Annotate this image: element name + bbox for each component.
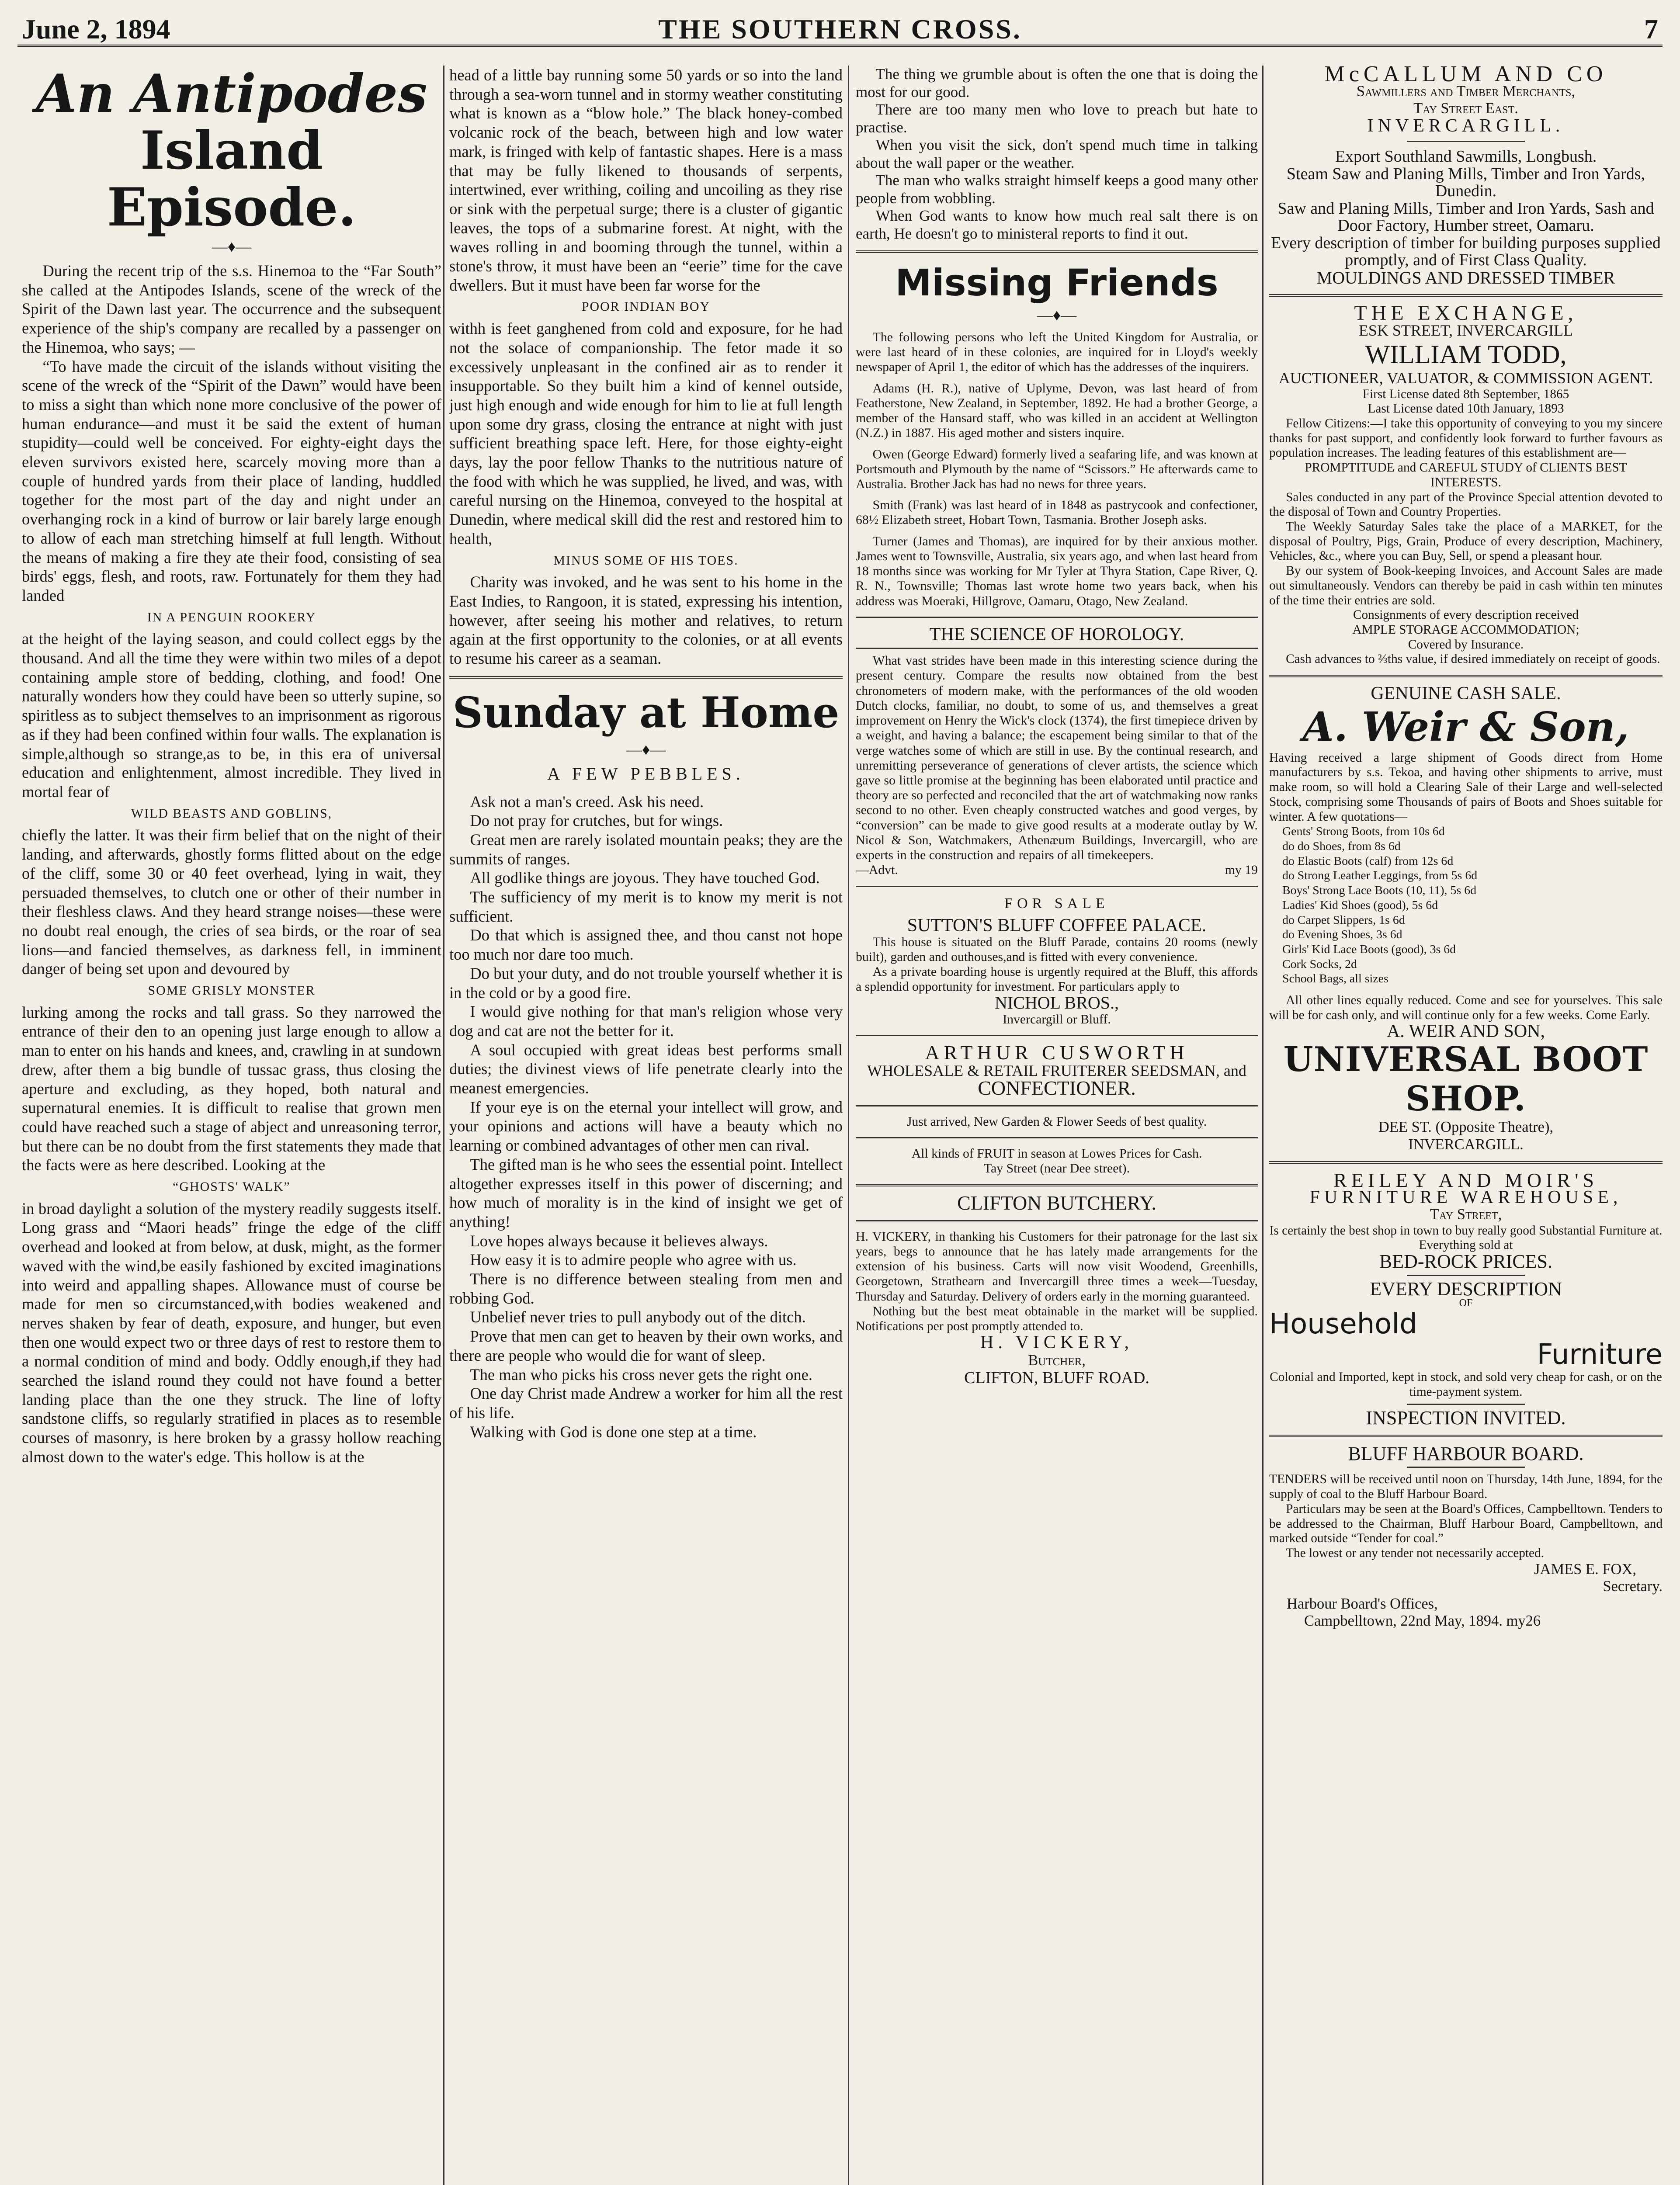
ad-line: Saw and Planing Mills, Timber and Iron Yards, Sash and Door Factory, Humber street, Oamaru. <box>1277 199 1654 235</box>
section-title: Sunday at Home <box>452 687 840 737</box>
ad-line: Export Southland Sawmills, Longbush. <box>1335 147 1597 166</box>
paragraph: Owen (George Edward) formerly lived a seafaring life, and was known at Portsmouth and Plymouth by the name of “Scissors.” He afterwards came to Australia. Brother Jack has had no news for three years. <box>856 447 1258 491</box>
price-item: do Carpet Slippers, 1s 6d <box>1282 913 1405 927</box>
maxim: Do not pray for crutches, but for wings. <box>470 812 723 830</box>
ad-address: ESK STREET, INVERCARGILL <box>1358 321 1573 339</box>
signature-name: JAMES E. FOX, <box>1534 1561 1636 1578</box>
ad-line: Steam Saw and Planing Mills, Timber and Iron Yards, Dunedin. <box>1286 164 1645 200</box>
ad-emphasis: INSPECTION INVITED. <box>1366 1407 1566 1429</box>
paragraph: lurking among the rocks and tall grass. So they narrowed the entrance of their den to an opening just large enough to allow a man to enter on his hands and knees, and, crawling in at sundown drew, after them a big bundle of tussac grass, thus closing the aperture and excluding, as they hoped, both natural and supernatural enemies. It is difficult to realise that grown men could have reached such a stage of abject and unreasoning terror, but there can be no doubt from the first statements they made that the facts were as here described. Looking at the <box>22 1003 441 1174</box>
price-item: Boys' Strong Lace Boots (10, 11), 5s 6d <box>1282 884 1477 898</box>
divider <box>1269 1435 1663 1437</box>
divider <box>1269 294 1663 297</box>
ad-subtitle: AUCTIONEER, VALUATOR, & COMMISSION AGENT. <box>1278 369 1653 387</box>
maxim: All godlike things are joyous. They have touched God. <box>470 869 820 887</box>
paragraph: in broad daylight a solution of the mystery readily suggests itself. Long grass and “Maori heads” fringe the edge of the cliff overhead and looked at from below, at dusk, might, as the former waved with the wind,be easily fashioned by excited imaginations into weird and appalling shapes. Allowance must of course be made for men so circumstanced,with bodies weakened and nerves shaken by fear of death, exposure, and hunger, but even then one would expect two or three days of rest to restore them to a normal condition of mind and body. Oddly enough,if they had searched the island round they could not have found a better landing place than the one they struck. The line of lofty sandstone cliffs, so regularly stratified in places as to resemble courses of masonry, is here broken by a grassy hollow reaching almost down to the water's edge. This hollow is at the <box>22 1199 441 1466</box>
ad-address: Harbour Board's Offices, <box>1287 1595 1438 1612</box>
ad-line: EVERY DESCRIPTION <box>1370 1278 1562 1300</box>
ad-text: Just arrived, New Garden & Flower Seeds of best quality. <box>906 1114 1207 1129</box>
paragraph: The lowest or any tender not necessarily accepted. <box>1286 1546 1544 1561</box>
signature-title: Secretary. <box>1603 1578 1663 1595</box>
ad-title: CLIFTON BUTCHERY. <box>957 1192 1156 1214</box>
maxim: Great men are rarely isolated mountain peaks; they are the summits of ranges. <box>449 830 843 868</box>
subheading: A FEW PEBBLES. <box>547 763 745 784</box>
ad-line: OF <box>1459 1297 1473 1309</box>
ad-name: WILLIAM TODD, <box>1365 340 1567 369</box>
column-4 <box>1269 66 1663 2185</box>
column-rule <box>1262 66 1263 2185</box>
ad-heading: GENUINE CASH SALE. <box>1371 683 1561 704</box>
column-rule <box>848 66 849 2185</box>
ad-subtitle: WHOLESALE & RETAIL FRUITERER SEEDSMAN, and <box>867 1061 1246 1079</box>
ad-line: Consignments of every description received <box>1353 608 1579 622</box>
divider <box>1407 1467 1525 1468</box>
ad-title: McCALLUM AND CO <box>1324 66 1607 87</box>
paragraph: What vast strides have been made in this interesting science during the present century. Compare the results now obtained from the best chronometers of modern make, with the performances of the old wooden Dutch clocks, familiar, no doubt, to some of us, and themselves a great improvement on Henry the Wick's clock (1374), the first timepiece driven by a weight, and having a balance; the escapement being similar to that of the verge watches some of which are still in use. By the continual research, and unremitting perseverance of generations of clever artists, the science which gave so little promise at the beginning has been elaborated until practice and theory are so perfected and reconciled that the art of watchmaking now ranks second to no other. Even cheaply constructed watches and good verges, by “conversion” can be made to give good results at a moderate outlay by W. Nicol & Son, Watchmakers, Athenæum Buildings, Invercargill, who are experts in the construction and repairs of all timekeepers. <box>856 653 1258 863</box>
divider <box>1407 1404 1525 1405</box>
ad-address: Tay Street (near Dee street). <box>983 1161 1130 1176</box>
price-item: do do Shoes, from 8s 6d <box>1282 839 1401 853</box>
divider <box>856 1105 1258 1106</box>
column-3 <box>856 66 1258 2185</box>
subheading: WILD BEASTS AND GOBLINS, <box>131 806 333 821</box>
paragraph: Particulars may be seen at the Board's Offices, Campbelltown. Tenders to be addressed to the Chairman, Bluff Harbour Board, Campbelltown, and marked outside “Tender for coal.” <box>1269 1502 1663 1546</box>
ad-address: DEE ST. (Opposite Theatre), <box>1378 1119 1554 1136</box>
price-item: Ladies' Kid Shoes (good), 5s 6d <box>1282 898 1438 912</box>
ad-title: SUTTON'S BLUFF COFFEE PALACE. <box>907 916 1207 936</box>
ad-address: Tay Street East. <box>1413 100 1518 117</box>
divider <box>856 1220 1258 1221</box>
paragraph: Turner (James and Thomas), are inquired for by their anxious mother. James went to Townsville, Australia, six years ago, and when last heard from 18 months since was working for Mr Tyler at Thyra Station, Cape River, Q. R. N., Townsville; Thomas last wrote home two years back, when his address was Moeraki, Hillgrove, Oamaru, Otago, New Zealand. <box>856 534 1258 608</box>
divider <box>1407 1275 1525 1276</box>
ad-subtitle: Sawmillers and Timber Merchants, <box>1356 83 1576 100</box>
paragraph: All other lines equally reduced. Come and see for yourselves. This sale will be for cash only, and will continue only for a few weeks. Come Early. <box>1269 993 1663 1022</box>
maxim: Walking with God is done one step at a time. <box>470 1422 757 1441</box>
paragraph: Sales conducted in any part of the Province Special attention devoted to the disposal of Town and Country Properties. <box>1269 490 1663 519</box>
license-line: First License dated 8th September, 1865 <box>1362 387 1569 401</box>
maxim: The thing we grumble about is often the one that is doing the most for our good. <box>856 66 1258 101</box>
maxim: The gifted man is he who sees the essential point. Intellect altogether expresses itself in this power of discerning; and how much of morality is in the kind of insight we get of anything! <box>449 1155 843 1231</box>
divider <box>856 648 1258 649</box>
ad-title: UNIVERSAL BOOT SHOP. <box>1283 1040 1649 1119</box>
subheading: POOR INDIAN BOY <box>581 299 711 314</box>
ornament: —♦— <box>1037 306 1077 324</box>
paragraph: As a private boarding house is urgently required at the Bluff, this affords a splendid opportunity for investment. For particulars apply to <box>856 964 1258 994</box>
ad-text: Is certainly the best shop in town to buy really good Substantial Furniture at. Everything sold at <box>1269 1223 1663 1252</box>
ad-line: Every description of timber for building purposes supplied promptly, and of First Class Quality. <box>1271 233 1661 269</box>
maxim: When God wants to know how much real salt there is on earth, He doesn't go to ministeral reports to find it out. <box>856 207 1258 242</box>
maxim: I would give nothing for that man's religion whose very dog and cat are not the better for it. <box>449 1002 843 1040</box>
price-item: do Evening Shoes, 3s 6d <box>1282 928 1402 942</box>
divider <box>856 250 1258 253</box>
ad-subtitle: CONFECTIONER. <box>978 1077 1136 1099</box>
maxim: When you visit the sick, don't spend much time in talking about the wall paper or the weather. <box>856 136 1258 171</box>
maxim: The sufficiency of my merit is to know my merit is not sufficient. <box>449 888 843 925</box>
paragraph: This house is situated on the Bluff Parade, contains 20 rooms (newly built), garden and outhouses,and is fitted with every convenience. <box>856 934 1258 964</box>
license-line: Last License dated 10th January, 1893 <box>1368 402 1564 416</box>
price-item: School Bags, all sizes <box>1282 972 1388 986</box>
divider <box>449 676 843 679</box>
divider <box>1269 675 1663 677</box>
ad-line: MOULDINGS AND DRESSED TIMBER <box>1316 267 1615 288</box>
price-item: Girls' Kid Lace Boots (good), 3s 6d <box>1282 943 1456 956</box>
paragraph: chiefly the latter. It was their firm belief that on the night of their landing, and afterwards, ghostly forms flitted about on the edge of the cliff, some 30 or 40 feet overhead, lying in wait, they persuaded themselves, to clutch one or other of their number in their fleshless claws. And they heard strange noises—these were no doubt real enough, the cries of sea birds, or the roar of sea lions—and fancied themselves, as darkness fell, in imminent danger of being set upon and devoured by <box>22 826 441 978</box>
subheading: IN A PENGUIN ROOKERY <box>147 610 316 624</box>
maxim: Do but your duty, and do not trouble yourself whether it is in the cold or by a good fire. <box>449 964 843 1002</box>
ornament: —♦— <box>212 238 252 255</box>
paragraph: Smith (Frank) was last heard of in 1848 as pastrycook and confectioner, 68½ Elizabeth street, Hobart Town, Tasmania. Brother Joseph asks. <box>856 498 1258 527</box>
ad-title: ARTHUR CUSWORTH <box>925 1041 1189 1064</box>
maxim: A soul occupied with great ideas best performs small duties; the divinest views of life penetrate clearly into the meanest emergencies. <box>449 1040 843 1097</box>
article-title-line1: An Antipodes <box>36 66 427 125</box>
maxim: If your eye is on the eternal your intellect will grow, and your opinions and actions will have a beauty which no learning or combined advantages of other men can rival. <box>449 1098 843 1155</box>
subheading: MINUS SOME OF HIS TOES. <box>553 553 739 568</box>
ad-city: INVERCARGILL. <box>1408 1136 1524 1153</box>
ad-city: INVERCARGILL. <box>1367 115 1565 136</box>
paragraph: Cash advances to ⅔ths value, if desired immediately on receipt of goods. <box>1286 652 1660 666</box>
ad-address: Campbelltown, 22nd May, 1894. my26 <box>1304 1613 1541 1630</box>
divider <box>1407 141 1525 142</box>
paragraph: The following persons who left the United Kingdom for Australia, or were last heard of in these colonies, are inquired for in Lloyd's weekly newspaper of April 1, the editor of which has the addresses of the inquirers. <box>856 330 1258 375</box>
header-date: June 2, 1894 <box>22 14 170 45</box>
maxim: How easy it is to admire people who agree with us. <box>470 1251 797 1269</box>
divider <box>856 1184 1258 1186</box>
ad-title: Household <box>1269 1308 1417 1341</box>
divider <box>856 1137 1258 1138</box>
ad-subtitle: FURNITURE WAREHOUSE, <box>1309 1187 1622 1207</box>
paragraph: withh is feet ganghened from cold and exposure, for he had not the solace of companionship. The fetor made it so excessively unpleasant in the confined air as to render it insupportable. So they built him a kind of kennel outside, just high enough and wide enough for him to lie at full length upon some dry grass, closing the entrance at night with just sufficient breathing space left. Here, for those eighty-eight days, lay the poor fellow Thanks to the nutritious nature of the food with which he was supplied, he lived, and was, with careful nursing on the Hinemoa, conveyed to the hospital at Dunedin, where medical skill did the rest and restored him to health, <box>449 319 843 548</box>
advert-code: my 19 <box>1225 863 1258 877</box>
paragraph: Fellow Citizens:—I take this opportunity of conveying to you my sincere thanks for past support, and confidently look forward to further favours as population increases. The leading features of this establishment are— <box>1269 416 1663 460</box>
maxim: Love hopes always because it believes always. <box>470 1231 768 1250</box>
price-item: Cork Socks, 2d <box>1282 957 1357 971</box>
price-item: Gents' Strong Boots, from 10s 6d <box>1282 825 1445 839</box>
ornament: —♦— <box>626 740 666 758</box>
paragraph: By our system of Book-keeping Invoices, and Account Sales are made out simultaneously. Vendors can thereby be paid in cash within ten minutes of the time their entries are sold. <box>1269 564 1663 607</box>
header-title: THE SOUTHERN CROSS. <box>658 14 1022 45</box>
paragraph: The Weekly Saturday Sales take the place of a MARKET, for the disposal of Poultry, Pigs, Grain, Produce of every description, Machinery, Vehicles, &c., where you can Buy, Sell, or spend a pleasant hour. <box>1269 519 1663 563</box>
paragraph: During the recent trip of the s.s. Hinemoa to the “Far South” she called at the Antipodes Islands, scene of the wreck of the Spirit of the Dawn last year. The occurrence and the subsequent experience of the ship's company are recalled by a passenger on the Hinemoa, who says; — <box>22 262 441 356</box>
column-1 <box>22 66 441 2185</box>
ad-heading: FOR SALE <box>1004 895 1109 912</box>
price-item: do Strong Leather Leggings, from 5s 6d <box>1282 869 1478 883</box>
paragraph: at the height of the laying season, and could collect eggs by the thousand. And all the time they were within two miles of a depot containing ample store of bedding, clothing, and food! One naturally wonders how they could have been so utterly supine, so spiritless as to subject themselves to an imprisonment as rigorous as if they had been confined within four walls. The explanation is simple,although so strange,as to be, in this era of universal education and enlightenment, almost incredible. They lived in mortal fear of <box>22 630 441 801</box>
ad-address: Invercargill or Bluff. <box>1003 1012 1111 1027</box>
ad-trade: Butcher, <box>1027 1351 1086 1369</box>
ad-address: Tay Street, <box>1430 1206 1502 1223</box>
ad-title: REILEY AND MOIR'S <box>1333 1169 1598 1192</box>
maxim: The man who picks his cross never gets the right one. <box>470 1365 812 1384</box>
ad-emphasis: AMPLE STORAGE ACCOMMODATION; <box>1352 623 1579 637</box>
maxim: There are too many men who love to preach but hate to practise. <box>856 101 1258 136</box>
column-rule <box>443 66 444 2185</box>
maxim: There is no difference between stealing from men and robbing God. <box>449 1270 843 1307</box>
maxim: Prove that men can get to heaven by their own works, and there are people who would die for want of sleep. <box>449 1327 843 1364</box>
divider <box>856 1035 1258 1036</box>
divider <box>856 617 1258 618</box>
maxim: One day Christ made Andrew a worker for him all the rest of his life. <box>449 1384 843 1422</box>
paragraph: Adams (H. R.), native of Uplyme, Devon, was last heard of from Featherstone, New Zealand, in September, 1892. He had a brother George, a member of the Hansard staff, who was killed in an accident at Wellington (N.Z.) in 1887. His aged mother and sisters inquire. <box>856 381 1258 440</box>
paragraph: Charity was invoked, and he was sent to his home in the East Indies, to Rangoon, it is stated, expressing his intention, however, after seeing his mother and relatives, to return again at the first opportunity to the colonies, or at all events to resume his career as a seaman. <box>449 573 843 668</box>
ad-title: BLUFF HARBOUR BOARD. <box>1348 1443 1584 1464</box>
subheading: “GHOSTS' WALK” <box>173 1179 291 1194</box>
price-item: do Elastic Boots (calf) from 12s 6d <box>1282 854 1454 868</box>
column-2 <box>449 66 843 2185</box>
maxim: Do that which is assigned thee, and thou canst not hope too much nor dare too much. <box>449 926 843 964</box>
page-header <box>17 10 1663 47</box>
ad-title: Furniture <box>1537 1339 1663 1371</box>
header-page-number: 7 <box>1644 14 1658 45</box>
paragraph: Nothing but the best meat obtainable in the market will be supplied. Notifications per post promptly attended to. <box>856 1304 1258 1334</box>
ad-name: A. WEIR AND SON, <box>1386 1021 1545 1041</box>
ad-emphasis: BED-ROCK PRICES. <box>1379 1251 1553 1273</box>
paragraph: H. VICKERY, in thanking his Customers for their patronage for the last six years, begs to announce that he has lately made arrangements for the extension of his business. Carts will now visit Woodend, Greenhills, Georgetown, Strathearn and Invercargill three times a week—Tuesday, Thursday and Saturday. Delivery of orders early in the morning guaranteed. <box>856 1229 1258 1304</box>
ad-name: H. VICKERY, <box>980 1332 1133 1353</box>
article-title-line2: Island Episode. <box>107 120 357 238</box>
paragraph: “To have made the circuit of the islands without visiting the scene of the wreck of the “Spirit of the Dawn” would have been to miss a sight than which none more conclusive of the power of human endurance—and must it be said the extent of human stupidity—could well be conceived. For eighty-eight days the eleven survivors existed here, scarcely moving more than a couple of hundred yards from their place of landing, huddled together for the most part of the day and night under an overhanging rock in a kind of burrow or lair barely large enough to allow of each man stretching himself at full length. Without the means of making a fire they ate their food, consisting of sea birds' eggs, flesh, and roots, raw. Fortunately for them they had landed <box>22 357 441 604</box>
section-title: Missing Friends <box>895 261 1218 304</box>
ad-line: Covered by Insurance. <box>1408 637 1524 652</box>
ad-emphasis: PROMPTITUDE and CAREFUL STUDY of CLIENTS BEST INTERESTS. <box>1305 461 1627 489</box>
price-list <box>1269 824 1663 986</box>
ad-text: Colonial and Imported, kept in stock, and sold very cheap for cash, or on the time-payment system. <box>1270 1370 1662 1399</box>
maxim: The man who walks straight himself keeps a good many other people from wobbling. <box>856 172 1258 207</box>
ad-title: THE EXCHANGE, <box>1354 302 1578 325</box>
paragraph: TENDERS will be received until noon on Thursday, 14th June, 1894, for the supply of coal to the Bluff Harbour Board. <box>1269 1472 1663 1502</box>
paragraph: Having received a large shipment of Goods direct from Home manufacturers by s.s. Tekoa, and having other shipments to arrive, must make room, so will hold a Clearing Sale of their Large and well-selected Stock, comprising some Thousands of pairs of Boots and Shoes suitable for winter. A few quotations— <box>1269 750 1663 824</box>
ad-text: All kinds of FRUIT in season at Lowes Prices for Cash. <box>911 1146 1202 1161</box>
maxim: Ask not a man's creed. Ask his need. <box>470 792 704 811</box>
subheading: SOME GRISLY MONSTER <box>148 983 316 998</box>
ad-title: A. Weir & Son, <box>1302 703 1629 750</box>
paragraph: head of a little bay running some 50 yards or so into the land through a sea-worn tunnel and in stormy weather constituting what is known as a “blow hole.” The black honey-combed volcanic rock of the beach, between high and low water mark, is fringed with kelp of fantastic shapes. Here is a mass that may be fully likened to thousands of serpents, intertwined, ever writhing, coiling and uncoiling as they rise or sink with the perpetual surge; there is a cluster of gigantic leaves, the tops of a submarine forest. At night, with the waves rolling in and booming through the tunnel, within a stone's throw, it must have been an “eerie” time for the cave dwellers. But it must have been far worse for the <box>449 66 843 294</box>
divider <box>1269 1161 1663 1164</box>
ad-address: CLIFTON, BLUFF ROAD. <box>964 1369 1149 1387</box>
advert-mark: —Advt. <box>856 863 898 877</box>
ad-name: NICHOL BROS., <box>994 993 1119 1013</box>
maxim: Unbelief never tries to pull anybody out of the ditch. <box>470 1308 806 1326</box>
section-title: THE SCIENCE OF HOROLOGY. <box>929 624 1184 645</box>
divider <box>856 886 1258 887</box>
